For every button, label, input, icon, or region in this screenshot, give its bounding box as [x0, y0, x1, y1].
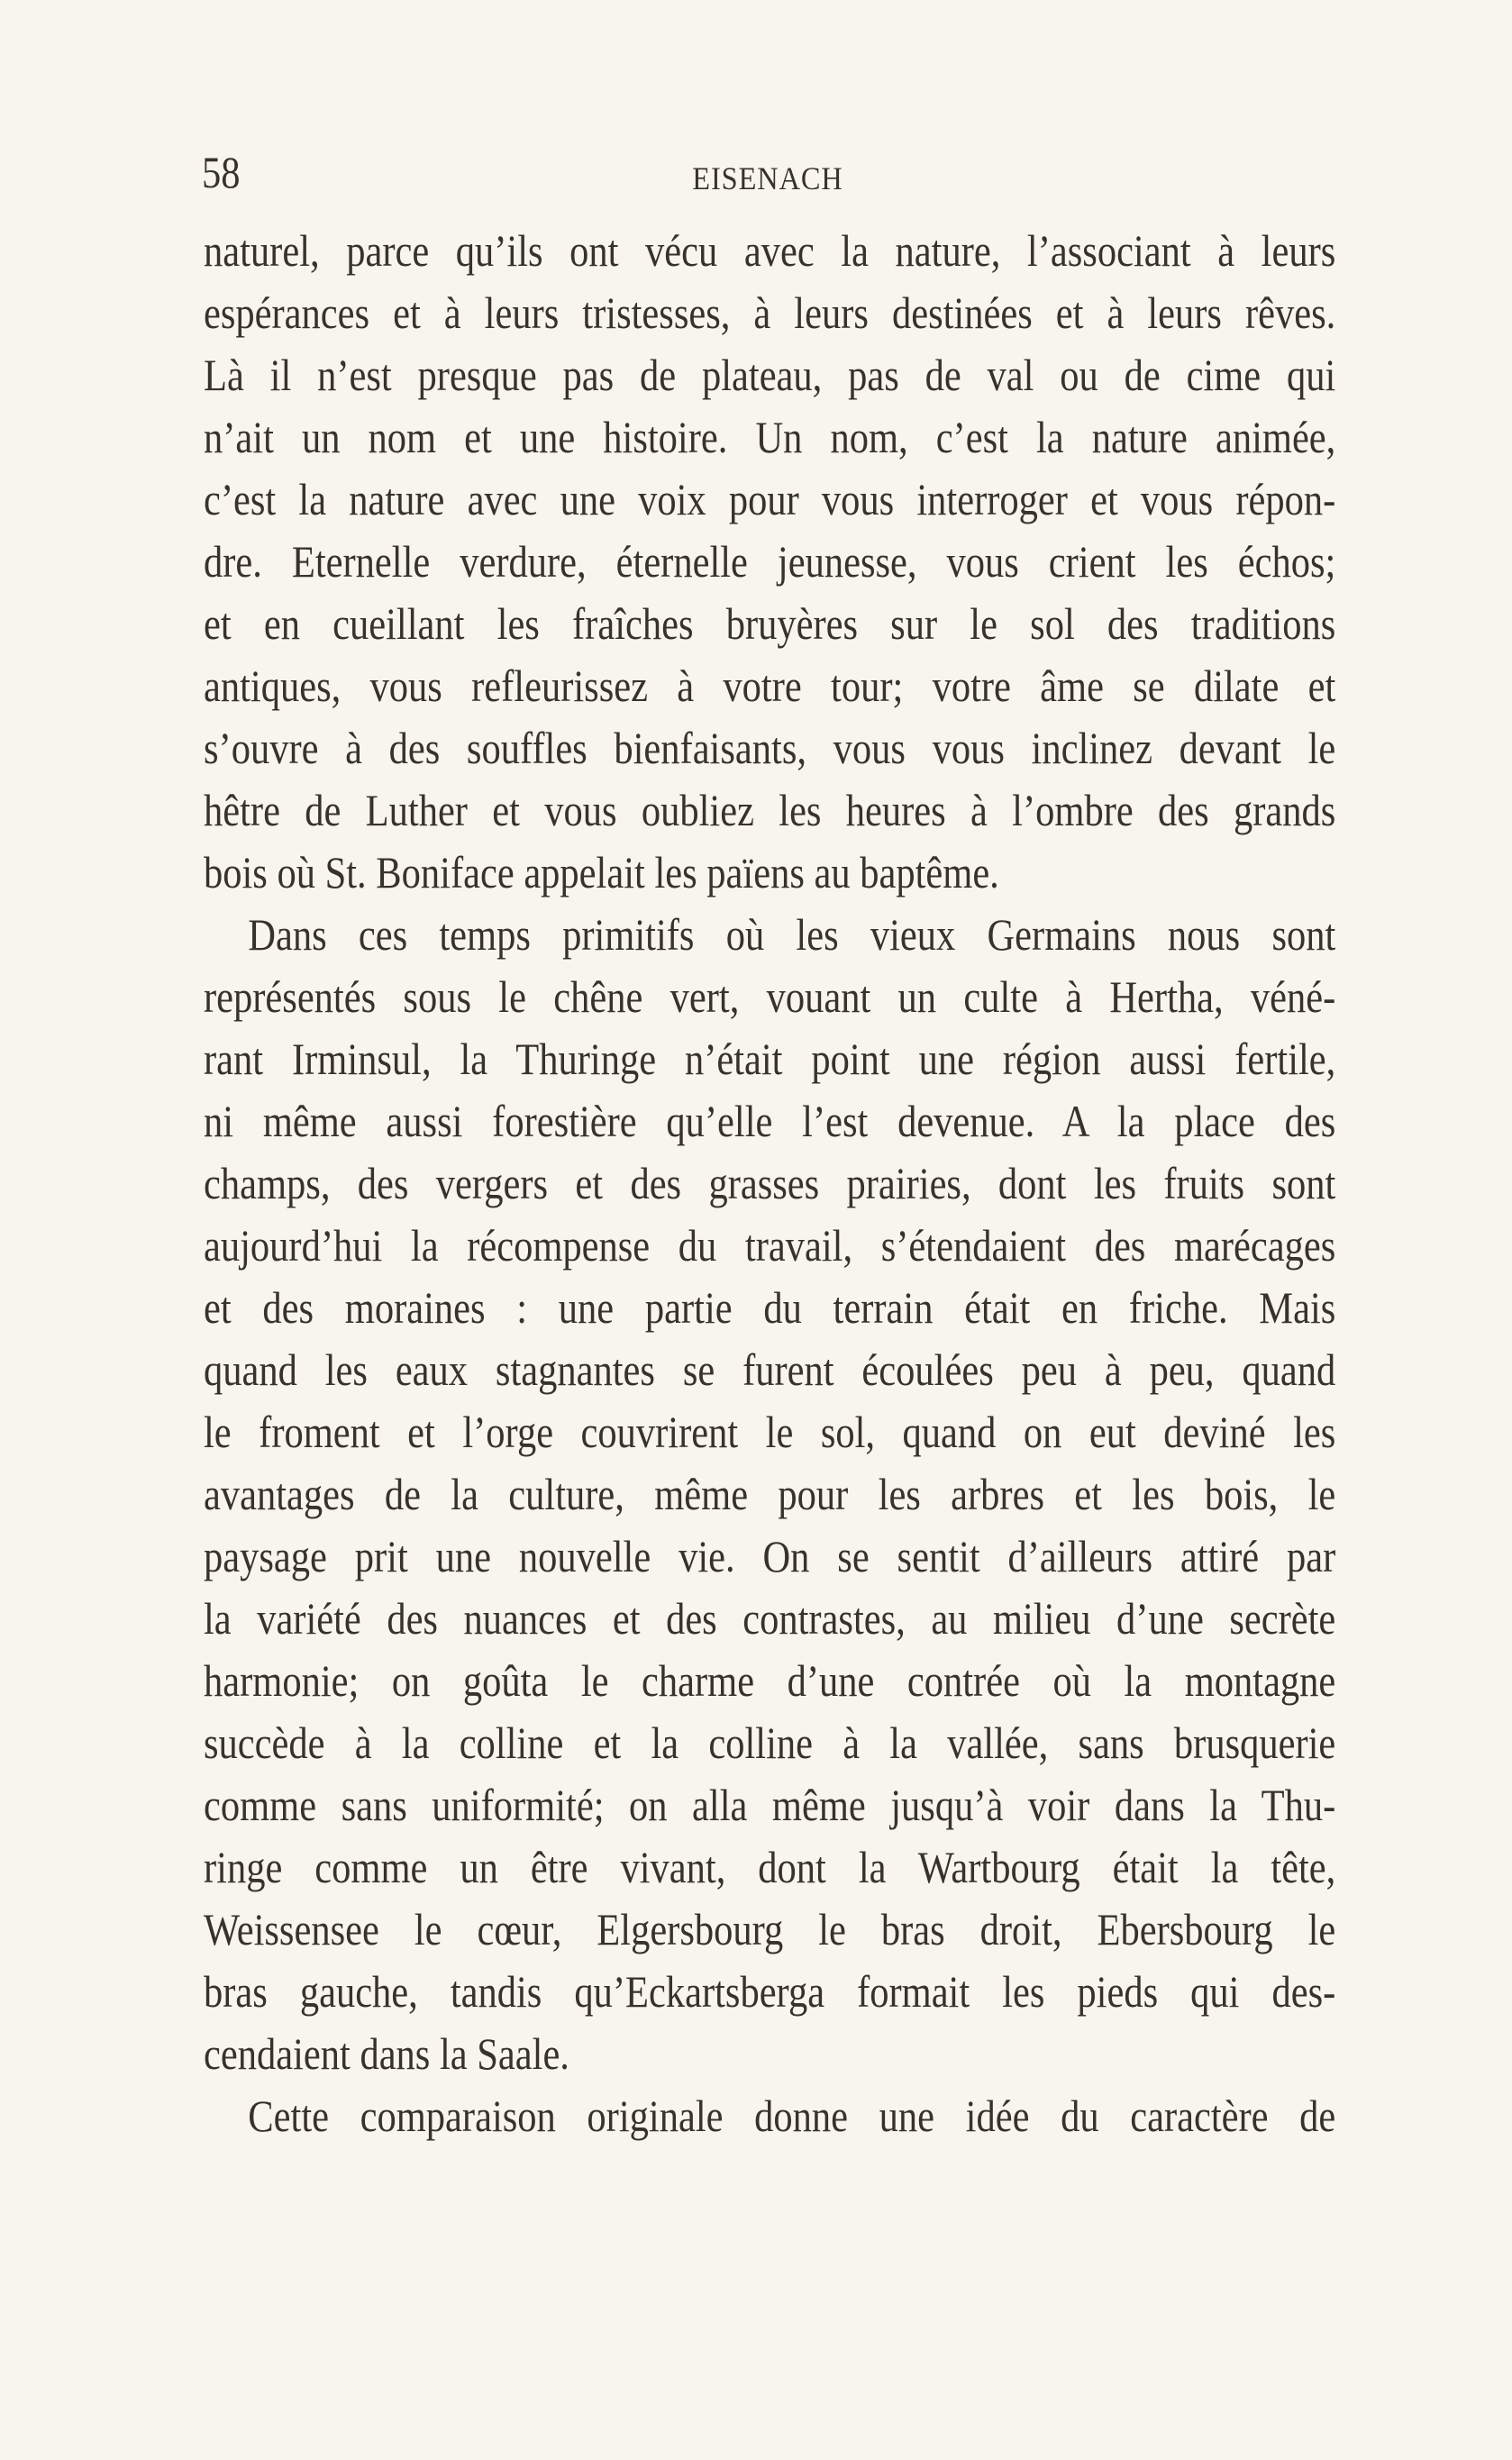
- text-line: paysage prit une nouvelle vie. On se sentit d’ailleurs attiré par: [204, 1531, 1336, 1581]
- running-title: EISENACH: [692, 160, 843, 196]
- paragraph: [204, 2085, 1335, 2147]
- paragraph: [204, 220, 1335, 904]
- text-line: c’est la nature avec une voix pour vous interroger et vous répon-: [204, 474, 1336, 524]
- text-line: s’ouvre à des souffles bienfaisants, vous vous inclinez devant le: [204, 723, 1336, 773]
- text-line: avantages de la culture, même pour les arbres et les bois, le: [204, 1469, 1336, 1519]
- text-line: le froment et l’orge couvrirent le sol, quand on eut deviné les: [204, 1407, 1336, 1457]
- text-line: et en cueillant les fraîches bruyères sur le sol des traditions: [204, 598, 1336, 649]
- text-line: succède à la colline et la colline à la vallée, sans brusquerie: [204, 1717, 1336, 1768]
- page-number: 58: [202, 147, 241, 197]
- text-line: rant Irminsul, la Thuringe n’était point une région aussi fertile,: [204, 1034, 1336, 1084]
- text-line: cendaient dans la Saale.: [204, 2028, 569, 2079]
- paragraph: [204, 904, 1335, 2085]
- text-line: Dans ces temps primitifs où les vieux Germains nous sont: [248, 909, 1336, 960]
- text-line: n’ait un nom et une histoire. Un nom, c’est la nature animée,: [204, 412, 1336, 462]
- text-line: naturel, parce qu’ils ont vécu avec la nature, l’associant à leurs: [204, 225, 1336, 276]
- text-line: antiques, vous refleurissez à votre tour; votre âme se dilate et: [204, 661, 1336, 711]
- text-line: comme sans uniformité; on alla même jusqu’à voir dans la Thu-: [204, 1780, 1336, 1830]
- text-line: champs, des vergers et des grasses prairies, dont les fruits sont: [204, 1158, 1336, 1208]
- text-line: et des moraines : une partie du terrain était en friche. Mais: [204, 1282, 1336, 1333]
- text-line: bois où St. Boniface appelait les païens au baptême.: [204, 847, 999, 897]
- text-line: la variété des nuances et des contrastes, au milieu d’une secrète: [204, 1593, 1336, 1644]
- text-line: bras gauche, tandis qu’Eckartsberga formait les pieds qui des-: [204, 1966, 1336, 2017]
- text-line: Là il n’est presque pas de plateau, pas de val ou de cime qui: [204, 350, 1336, 400]
- text-line: Cette comparaison originale donne une idée du caractère de: [248, 2091, 1336, 2141]
- body-text: [204, 220, 1335, 2147]
- text-line: quand les eaux stagnantes se furent écoulées peu à peu, quand: [204, 1344, 1336, 1395]
- text-line: ni même aussi forestière qu’elle l’est devenue. A la place des: [204, 1096, 1336, 1146]
- text-line: harmonie; on goûta le charme d’une contrée où la montagne: [204, 1655, 1336, 1706]
- text-line: Weissensee le cœur, Elgersbourg le bras droit, Ebersbourg le: [204, 1904, 1336, 1954]
- text-line: aujourd’hui la récompense du travail, s’étendaient des marécages: [204, 1220, 1336, 1271]
- text-line: espérances et à leurs tristesses, à leurs destinées et à leurs rêves.: [204, 287, 1336, 338]
- text-line: dre. Eternelle verdure, éternelle jeunesse, vous crient les échos;: [204, 536, 1336, 587]
- text-line: ringe comme un être vivant, dont la Wartbourg était la tête,: [204, 1842, 1336, 1892]
- text-line: hêtre de Luther et vous oubliez les heures à l’ombre des grands: [204, 785, 1336, 835]
- text-line: représentés sous le chêne vert, vouant un culte à Hertha, véné-: [204, 971, 1336, 1022]
